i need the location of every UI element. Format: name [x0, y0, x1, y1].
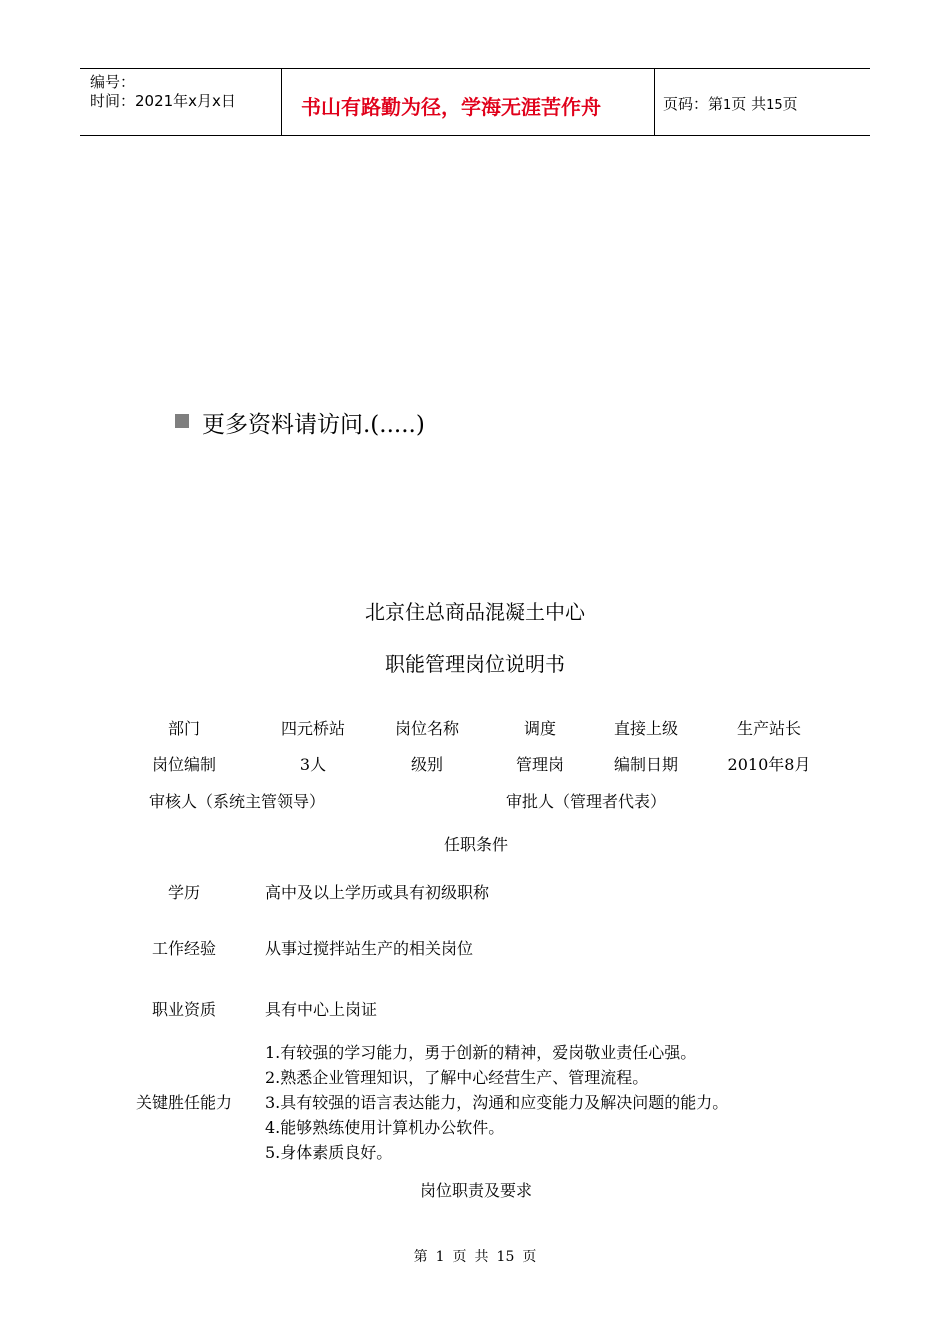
list-item: 2.熟悉企业管理知识，了解中心经营生产、管理流程。	[265, 1068, 649, 1087]
doc-title: 职能管理岗位说明书	[385, 652, 565, 676]
header-serial-label: 编号：	[90, 73, 136, 91]
dept-value: 四元桥站	[280, 719, 346, 738]
more-info-link[interactable]: 更多资料请访问.(.....)	[202, 412, 425, 438]
direct-superior-value: 生产站长	[736, 719, 802, 738]
header-motto: 书山有路勤为径，学海无涯苦作舟	[301, 95, 601, 119]
footer-mid1: 页	[452, 1249, 467, 1265]
header-page-total: 15	[766, 98, 783, 113]
header-top-rule	[80, 68, 870, 69]
direct-superior-label: 直接上级	[613, 719, 679, 738]
position-name-label: 岗位名称	[394, 719, 460, 738]
page-footer	[0, 1246, 950, 1266]
key-abilities-list	[265, 1040, 728, 1165]
footer-current: 1	[435, 1249, 445, 1265]
experience-label: 工作经验	[151, 939, 217, 958]
header-page-indicator	[663, 93, 798, 114]
key-abilities-label: 关键胜任能力	[135, 1093, 233, 1112]
reviewer-label: 审核人（系统主管领导）	[149, 792, 326, 811]
org-title: 北京住总商品混凝土中心	[365, 600, 585, 624]
duties-heading: 岗位职责及要求	[419, 1181, 533, 1200]
list-item: 4.能够熟练使用计算机办公软件。	[265, 1118, 505, 1137]
header-time-label: 时间：2021年x月x日	[90, 92, 236, 110]
certification-label: 职业资质	[151, 1000, 217, 1019]
list-item: 1.有较强的学习能力，勇于创新的精神，爱岗敬业责任心强。	[265, 1043, 697, 1062]
position-name-value: 调度	[523, 719, 557, 738]
header-bottom-rule	[80, 135, 870, 136]
education-label: 学历	[167, 883, 201, 902]
list-item: 3.具有较强的语言表达能力，沟通和应变能力及解决问题的能力。	[265, 1093, 729, 1112]
dept-label: 部门	[167, 719, 201, 738]
experience-value: 从事过搅拌站生产的相关岗位	[265, 939, 474, 958]
headcount-value: 3人	[299, 755, 327, 774]
compile-date-value: 2010年8月	[727, 755, 811, 774]
header-divider-left	[281, 68, 282, 136]
header-page-end: 页	[782, 95, 798, 113]
level-label: 级别	[410, 755, 444, 774]
certification-value: 具有中心上岗证	[265, 1000, 378, 1019]
footer-suffix: 页	[522, 1249, 537, 1265]
footer-prefix: 第	[413, 1249, 428, 1265]
headcount-label: 岗位编制	[151, 755, 217, 774]
square-bullet-icon	[175, 414, 189, 428]
header-divider-right	[654, 68, 655, 136]
footer-total: 15	[496, 1249, 515, 1265]
level-value: 管理岗	[515, 755, 565, 774]
approver-label: 审批人（管理者代表）	[506, 792, 667, 811]
footer-mid2: 共	[474, 1249, 489, 1265]
education-value: 高中及以上学历或具有初级职称	[265, 883, 490, 902]
header-page-current: 1	[723, 98, 732, 113]
compile-date-label: 编制日期	[613, 755, 679, 774]
header-page-mid: 页 共	[731, 95, 767, 113]
list-item: 5.身体素质良好。	[265, 1143, 393, 1162]
header-page-label: 页码：第	[663, 95, 724, 113]
qualifications-heading: 任职条件	[443, 835, 509, 854]
